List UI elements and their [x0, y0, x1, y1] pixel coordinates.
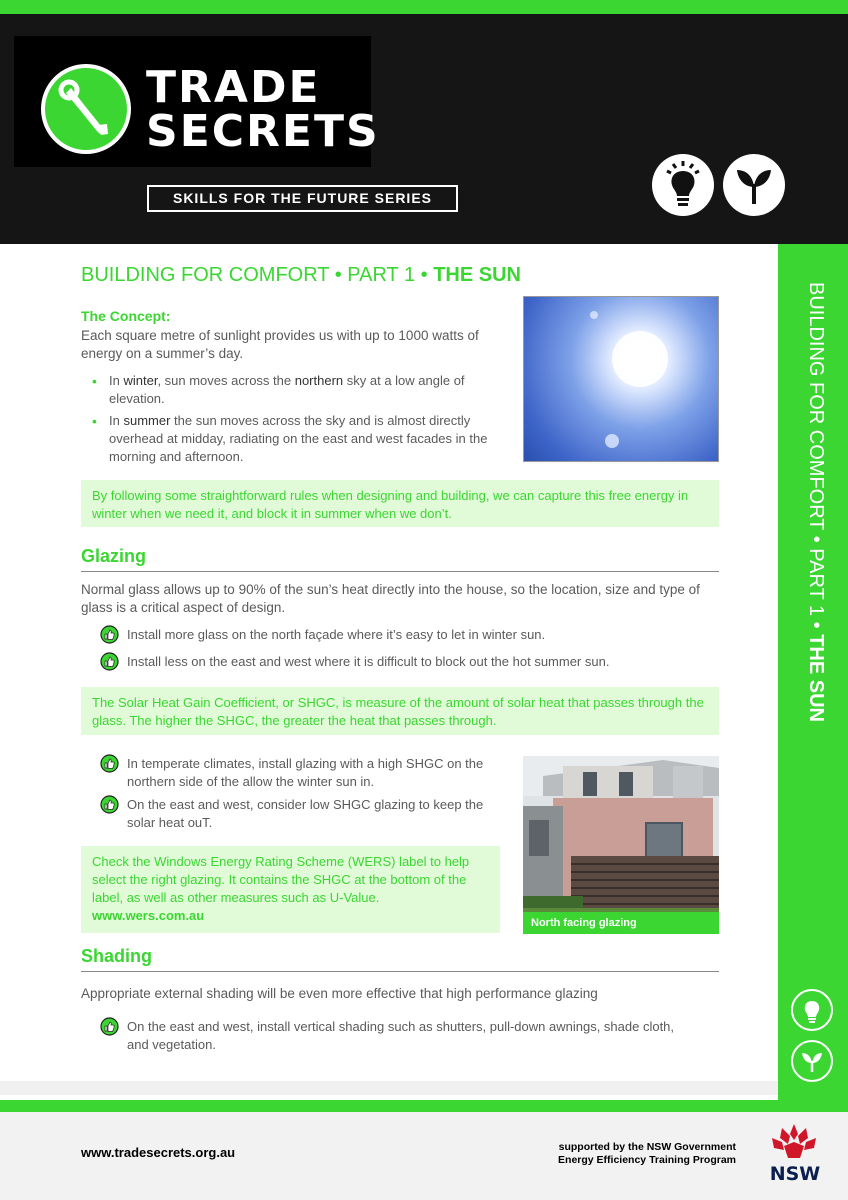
leaf-icon — [723, 154, 785, 216]
concept-callout: By following some straightforward rules when designing and building, we can capture this free energy in winter when we need it, and block it in summer when we don’t. — [81, 480, 719, 527]
shading-heading: Shading — [81, 946, 152, 966]
support-line-1: supported by the NSW Government — [558, 1141, 736, 1153]
bullet-text: the sun moves across the sky and is almost directly overhead at midday, radiating on the east and west facades in the morning and afternoon. — [109, 413, 488, 464]
page-title — [81, 264, 521, 287]
side-title-part-a: BUILDING FOR COMFORT • PART 1 • — [805, 282, 827, 635]
glazing-tip — [127, 626, 717, 644]
series-label: SKILLS FOR THE FUTURE SERIES — [147, 185, 458, 212]
photo-caption: North facing glazing — [523, 912, 719, 934]
shgc-callout: The Solar Heat Gain Coefficient, or SHGC, is measure of the amount of solar heat that passes through the glass. The higher the SHGC, the greater the heat that passes through. — [81, 687, 719, 735]
lightbulb-icon — [791, 989, 833, 1031]
wers-callout — [81, 846, 500, 933]
bullet-text: In — [109, 413, 124, 428]
glazing-tip — [127, 653, 717, 671]
thumbs-up-icon — [100, 754, 119, 773]
bullet-text: sky at a low angle of elevation. — [109, 373, 465, 406]
thumbs-up-icon — [100, 652, 119, 671]
glazing-tip — [127, 755, 507, 791]
sun-photo — [523, 296, 719, 462]
bottom-green-bar — [0, 1100, 848, 1112]
bullet-highlight: winter — [123, 373, 158, 388]
bullet-text: In — [109, 373, 124, 388]
thumbs-up-icon — [100, 795, 119, 814]
tip-text: On the east and west, install vertical shading such as shutters, pull-down awnings, shade cloth, and vegetation. — [127, 1019, 675, 1052]
logo-line-secrets: SECRETS — [146, 106, 380, 157]
divider — [81, 571, 719, 572]
thumbs-up-icon — [100, 1017, 119, 1036]
concept-intro: Each square metre of sunlight provides us with up to 1000 watts of energy on a summer’s day. — [81, 328, 479, 361]
glazing-heading: Glazing — [81, 546, 147, 566]
glazing-tip — [127, 796, 507, 832]
logo-line-trade: TRADE — [146, 62, 321, 113]
tip-text: Install more glass on the north façade where it’s easy to let in winter sun. — [127, 627, 546, 642]
wers-callout-text: Check the Windows Energy Rating Scheme (WERS) label to help select the right glazing. It contains the SHGC at the bottom of the label, as well as other measures such as U-Value. — [92, 854, 470, 905]
page-title-part-a: BUILDING FOR COMFORT • PART 1 • — [81, 264, 434, 286]
concept-heading: The Concept: — [81, 308, 171, 324]
house-photo — [523, 756, 719, 934]
bullet-highlight: summer — [123, 413, 171, 428]
wers-link[interactable]: www.wers.com.au — [92, 908, 205, 923]
wrench-icon — [41, 64, 131, 154]
thumbs-up-icon — [100, 625, 119, 644]
lightbulb-icon — [652, 154, 714, 216]
bullet-dot: • — [92, 413, 97, 429]
leaf-icon — [791, 1040, 833, 1082]
header — [0, 14, 848, 244]
shading-intro: Appropriate external shading will be even more effective that high performance glazing — [81, 986, 598, 1001]
page-curl-shadow — [0, 1081, 778, 1095]
logo-wordmark — [146, 62, 380, 157]
nsw-label: NSW — [769, 1163, 821, 1185]
concept-bullet-winter — [92, 372, 489, 408]
tip-text: On the east and west, consider low SHGC glazing to keep the solar heat ouT. — [127, 797, 484, 830]
support-text — [520, 1141, 736, 1167]
concept-bullet-summer — [92, 412, 499, 466]
bullet-text: , sun moves across the — [157, 373, 295, 388]
side-title — [797, 282, 827, 723]
side-title-part-b: THE SUN — [805, 634, 827, 723]
website-link[interactable]: www.tradesecrets.org.au — [81, 1145, 236, 1160]
support-line-2: Energy Efficiency Training Program — [558, 1154, 736, 1166]
page-title-part-b: THE SUN — [433, 264, 522, 286]
glazing-intro: Normal glass allows up to 90% of the sun’s heat directly into the house, so the location, size and type of glass is a critical aspect of design. — [81, 582, 700, 615]
divider — [81, 971, 719, 972]
bullet-highlight: northern — [294, 373, 344, 388]
shading-tip — [127, 1018, 697, 1054]
top-green-bar — [0, 0, 848, 14]
trade-secrets-logo[interactable] — [14, 36, 380, 167]
tip-text: Install less on the east and west where it is difficult to block out the hot summer sun. — [127, 654, 610, 669]
tip-text: In temperate climates, install glazing with a high SHGC on the northern side of the allow the winter sun in. — [127, 756, 484, 789]
bullet-dot: • — [92, 373, 97, 389]
